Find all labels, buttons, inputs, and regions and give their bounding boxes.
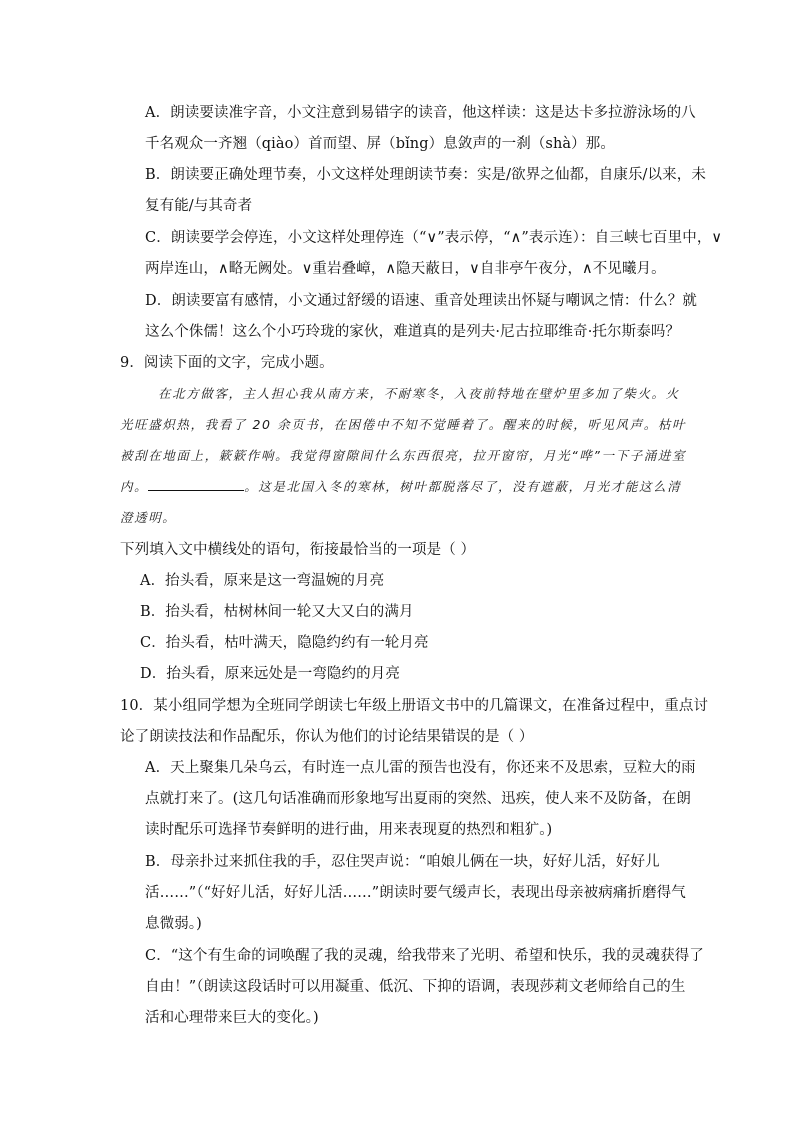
q10-heading-line1: 10．某小组同学想为全班同学朗读七年级上册语文书中的几篇课文，在准备过程中，重点讨 [120,698,709,714]
q9-passage-line2: 光旺盛炽热，我看了 20 余页书，在困倦中不知不觉睡着了。醒来的时候，听见风声。枯叶 [120,417,687,432]
q9-passage-line4 [120,477,681,497]
q9-passage-line1: 在北方做客，主人担心我从南方来，不耐寒冬，入夜前特地在壁炉里多加了柴火。火 [158,386,680,401]
q10-option-a-line2: 点就打来了。(这几句话准确而形象地写出夏雨的突然、迅疾，使人来不及防备，在朗 [145,791,691,807]
q8-option-b-line2: 复有能/与其奇者 [145,198,253,214]
q10-option-c-line3: 活和心理带来巨大的变化。) [145,1010,319,1026]
q10-option-c-line2: 自由！”（朗读这段话时可以用凝重、低沉、下抑的语调，表现莎莉文老师给自己的生 [145,979,686,995]
q8-option-a-line2: 千名观众一齐翘（qiào）首而望、屏（bǐng）息敛声的一刹（shà）那。 [145,136,615,152]
q10-option-a-line3: 读时配乐可选择节奏鲜明的进行曲，用来表现夏的热烈和粗犷。) [145,822,553,838]
q9-passage-line5: 澄透明。 [120,510,177,525]
q10-heading-line2: 论了朗读技法和作品配乐，你认为他们的讨论结果错误的是（ ） [120,729,534,745]
q10-option-b-line3: 息微弱。) [145,916,202,932]
q8-option-b-line1: B．朗读要正确处理节奏，小文这样处理朗读节奏：实是/欲界之仙都，自康乐/以来，未 [145,167,706,183]
q9-option-b: B．抬头看，枯树林间一轮又大又白的满月 [140,604,414,620]
q9-option-d: D．抬头看，原来远处是一弯隐约的月亮 [140,666,400,682]
q9-passage-line4-pre: 内。 [120,479,149,494]
q9-option-c: C．抬头看，枯叶满天，隐隐约约有一轮月亮 [140,635,429,651]
q10-option-b-line1: B．母亲扑过来抓住我的手，忍住哭声说：“咱娘儿俩在一块，好好儿活，好好儿 [145,854,660,870]
q9-option-a: A．抬头看，原来是这一弯温婉的月亮 [140,573,385,589]
q8-option-c-line1: C．朗读要学会停连，小文这样处理停连（“∨”表示停，“∧”表示连）：自三峡七百里中，∨ [145,230,723,246]
q9-prompt: 下列填入文中横线处的语句，衔接最恰当的一项是（ ） [120,542,476,558]
q9-passage-line3: 被刮在地面上，簌簌作响。我觉得窗隙间什么东西很亮，拉开窗帘，月光“哗”一下子涌进室 [120,448,687,463]
q10-option-c-line1: C．“这个有生命的词唤醒了我的灵魂，给我带来了光明、希望和快乐，我的灵魂获得了 [145,948,704,964]
q10-option-b-line2: 活……”（“好好儿活，好好儿活……”朗读时要气缓声长，表现出母亲被病痛折磨得气 [145,885,686,901]
q9-passage-line4-post: 。这是北国入冬的寒林，树叶都脱落尽了，没有遮蔽，月光才能这么清 [244,479,682,494]
q8-option-c-line2: 两岸连山，∧略无阙处。∨重岩叠嶂，∧隐天蔽日，∨自非亭午夜分，∧不见曦月。 [145,261,666,277]
q8-option-d-line2: 这么个侏儒！这么个小巧玲珑的家伙，难道真的是列夫·尼古拉耶维奇·托尔斯泰吗？ [145,324,681,340]
q9-heading: 9．阅读下面的文字，完成小题。 [120,355,334,371]
q10-option-a-line1: A．天上聚集几朵乌云，有时连一点儿雷的预告也没有，你还来不及思索，豆粒大的雨 [145,760,696,776]
q8-option-a-line1: A．朗读要读准字音，小文注意到易错字的读音，他这样读：这是达卡多拉游泳场的八 [145,105,696,121]
fill-in-blank [148,478,244,491]
q8-option-d-line1: D．朗读要富有感情，小文通过舒缓的语速、重音处理读出怀疑与嘲讽之情：什么？就 [145,293,697,309]
